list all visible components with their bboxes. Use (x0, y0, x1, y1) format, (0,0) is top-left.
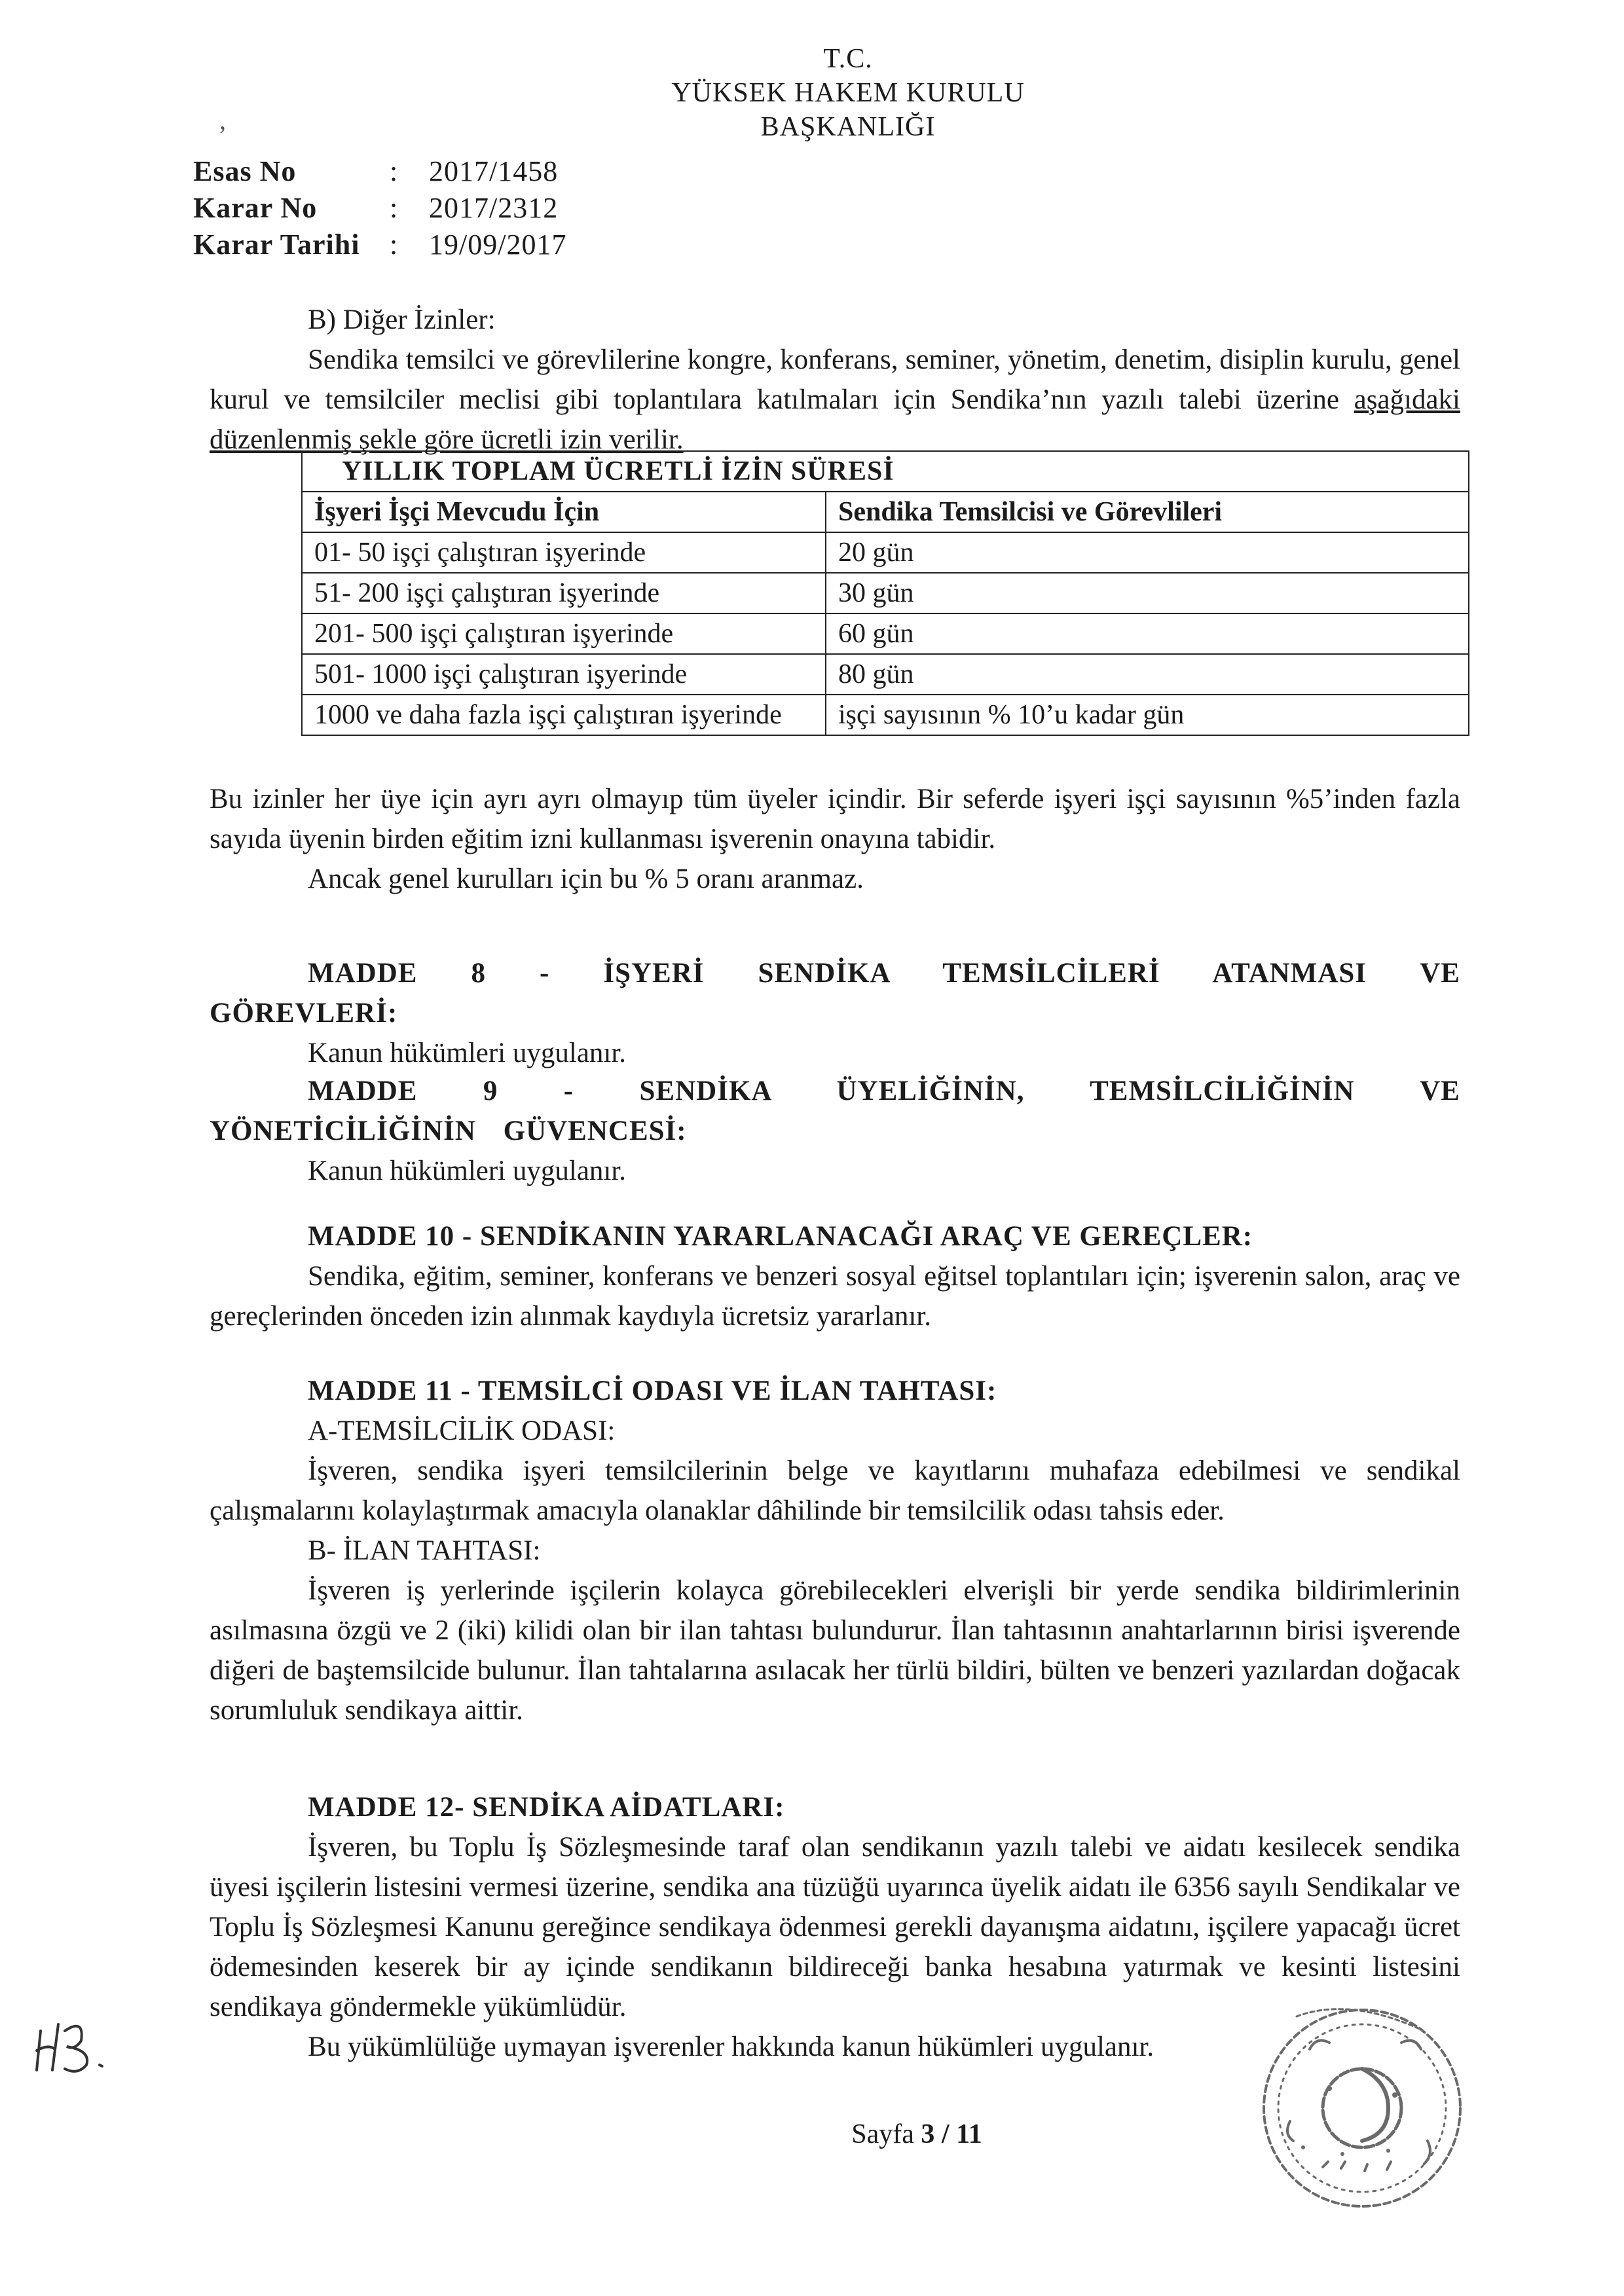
margin-mark: , (219, 105, 226, 135)
table-cell: 201- 500 işçi çalıştıran işyerinde (303, 614, 826, 653)
madde-11-title: MADDE 11 - TEMSİLCİ ODASI VE İLAN TAHTASI: (308, 1376, 997, 1406)
madde-9-title: MADDE 9 - SENDİKA ÜYELİĞİNİN, TEMSİLCİLİĞİNİN VE YÖNETİCİLİĞİNİN GÜVENCESİ: (210, 1076, 1460, 1146)
page-total: 11 (956, 2119, 982, 2149)
table-cell: 60 gün (838, 619, 914, 649)
meta-row-esas (193, 155, 566, 191)
table-cell: 80 gün (838, 659, 914, 689)
official-stamp (1231, 1990, 1480, 2219)
page-prefix: Sayfa (851, 2119, 921, 2149)
madde-11-body-a: İşveren, sendika işyeri temsilcilerinin belge ve kayıtlarını muhafaza edebilmesi ve sendikal çalışmalarını kolaylaştırmak amacıyla olanaklar dâhilinde bir temsilcilik odası tahsis eder. (210, 1455, 1460, 1526)
meta-row-karar (193, 191, 566, 228)
after-table-text (210, 779, 1460, 899)
madde-11-sub-a: A-TEMSİLCİLİK ODASI: (308, 1415, 616, 1446)
meta-value: 2017/2312 (429, 192, 559, 224)
madde-12-note: Bu yükümlülüğe uymayan işverenler hakkında kanun hükümleri uygulanır. (308, 2032, 1154, 2062)
madde-11-body-b: İşveren iş yerlerinde işçilerin kolayca görebilecekleri elverişli bir yerde sendika bildirimlerinin asılmasına özgü ve 2 (iki) kilidi olan bir ilan tahtası bulundurur. İlan tahtasının anahtarlarının birisi işverende diğeri de baştemsilcide bulunur. İlan tahtalarına asılacak her türlü bildiri, bülten ve benzeri yazılardan doğacak sorumluluk sendikaya aittir. (210, 1575, 1460, 1726)
case-metadata (193, 155, 566, 264)
meta-separator: : (390, 155, 398, 187)
madde-10-body: Sendika, eğitim, seminer, konferans ve benzeri sosyal eğitsel toplantıları için; işverenin salon, araç ve gereçlerinden önceden izin alınmak kaydıyla ücretsiz yararlanır. (210, 1261, 1460, 1332)
table-cell: 501- 1000 işçi çalıştıran işyerinde (303, 655, 826, 694)
after-table-paragraph: Bu izinler her üye için ayrı ayrı olmayıp tüm üyeler içindir. Bir seferde işyeri işçi sayısının %5’inden fazla sayıda üyenin birden eğitim izni kullanması işverenin onayına tabidir. (210, 784, 1460, 854)
page-number (720, 2119, 1113, 2150)
section-b-underlined-text: aşağıdaki düzenlenmiş şekle göre ücretli izin verilir. (210, 384, 1460, 455)
table-header-row (303, 492, 1468, 533)
table-cell: 20 gün (838, 538, 914, 568)
header-presidency: BAŞKANLIĞI (760, 112, 936, 142)
table-cell: 51- 200 işçi çalıştıran işyerinde (303, 574, 826, 613)
madde-9-body: Kanun hükümleri uygulanır. (308, 1156, 627, 1186)
meta-label: Karar Tarihi (193, 228, 360, 261)
madde-9 (210, 1071, 1460, 1191)
table-caption: YILLIK TOPLAM ÜCRETLİ İZİN SÜRESİ (303, 452, 1468, 492)
handwritten-initials (29, 2005, 120, 2077)
page-current: 3 (921, 2119, 935, 2149)
section-b (210, 300, 1460, 460)
table-row (303, 655, 1468, 695)
madde-10-title: MADDE 10 - SENDİKANIN YARARLANACAĞI ARAÇ VE GEREÇLER: (308, 1221, 1253, 1252)
table-cell: 01- 50 işçi çalıştıran işyerinde (303, 533, 826, 572)
header-tc: T.C. (823, 44, 873, 74)
madde-11 (210, 1371, 1460, 1730)
after-table-note: Ancak genel kurulları için bu % 5 oranı aranmaz. (308, 864, 864, 894)
table-row (303, 614, 1468, 655)
table-header-cell: Sendika Temsilcisi ve Görevlileri (838, 497, 1223, 527)
madde-12-body: İşveren, bu Toplu İş Sözleşmesinde taraf olan sendikanın yazılı talebi ve aidatı kesilecek sendika üyesi işçilerin listesini vermesi üzerine, sendika ana tüzüğü uyarınca üyelik aidatı ile 6356 sayılı Sendikalar ve Toplu İş Sözleşmesi Kanunu gereğince sendikaya ödenmesi gerekli dayanışma aidatını, işçilere yapacağı ücret ödemesinden keserek bir ay içinde sendikanın bildireceği banka hesabına yatırmak ve kesinti listesini sendikaya göndermekle yükümlüdür. (210, 1832, 1460, 2022)
meta-value: 19/09/2017 (429, 228, 567, 261)
madde-8-body: Kanun hükümleri uygulanır. (308, 1038, 627, 1068)
leave-table (301, 450, 1469, 736)
meta-separator: : (390, 192, 398, 224)
meta-value: 2017/1458 (429, 155, 559, 187)
table-row (303, 695, 1468, 735)
madde-10 (210, 1216, 1460, 1336)
table-header-cell: İşyeri İşçi Mevcudu İçin (303, 492, 826, 532)
madde-8-title: MADDE 8 - İŞYERİ SENDİKA TEMSİLCİLERİ ATANMASI VE GÖREVLERİ: (210, 958, 1460, 1029)
table-row (303, 574, 1468, 614)
section-b-heading: B) Diğer İzinler: (308, 304, 496, 335)
page-separator: / (934, 2119, 957, 2149)
table-cell: 30 gün (838, 578, 914, 608)
header-institution: YÜKSEK HAKEM KURULU (671, 78, 1025, 108)
madde-8 (210, 953, 1460, 1073)
section-b-text: Sendika temsilci ve görevlilerine kongre, konferans, seminer, yönetim, denetim, disiplin kurulu, genel kurul ve temsilciler meclisi gibi toplantılara katılmaları için Sendika’nın yazılı talebi üzerine (210, 344, 1460, 415)
madde-11-sub-b: B- İLAN TAHTASI: (308, 1535, 541, 1566)
section-b-paragraph (210, 340, 1460, 460)
table-row (303, 533, 1468, 574)
meta-separator: : (390, 228, 398, 261)
meta-label: Karar No (193, 192, 318, 224)
table-cell: 1000 ve daha fazla işçi çalıştıran işyerinde (303, 695, 826, 735)
madde-12-title: MADDE 12- SENDİKA AİDATLARI: (308, 1792, 785, 1823)
table-cell: işçi sayısının % 10’u kadar gün (838, 700, 1185, 730)
meta-label: Esas No (193, 155, 297, 187)
meta-row-tarih (193, 228, 566, 264)
